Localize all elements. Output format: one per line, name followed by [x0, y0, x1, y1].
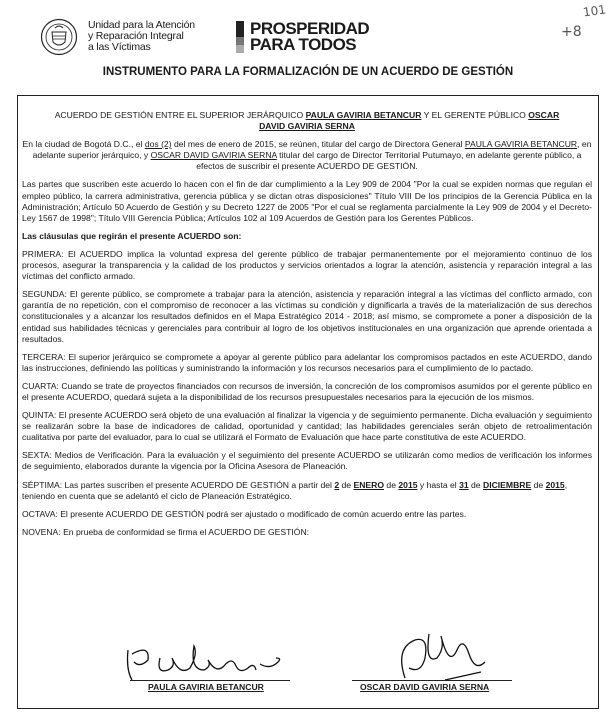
- septima-start-year: 2015: [398, 479, 418, 490]
- agreement-body: [22, 110, 592, 545]
- p1-text-c: , en adelante superior jerárquico, y: [32, 139, 592, 161]
- clause-primera: PRIMERA: El ACUERDO implica la voluntad expresa del gerente público de trabajar permanentemente por el mejoramiento continuo de los procesos, asegurar la transparencia y la calidad de los productos y servicios orientados a lograr la atención, asistencia y reparación integral a las víctimas del conflicto armado.: [22, 248, 592, 282]
- left-signatory-name: PAULA GAVIRIA BETANCUR: [148, 682, 264, 692]
- right-signatory-name: OSCAR DAVID GAVIRIA SERNA: [360, 682, 490, 692]
- septima-text-f: de: [531, 479, 546, 490]
- septima-start-month: ENERO: [353, 479, 385, 490]
- handwritten-page-number: 101: [582, 2, 607, 20]
- clause-tercera: TERCERA: El superior jerárquico se compromete a apoyar al gerente público para adelantar los compromisos pactados en este ACUERDO, dando las instrucciones, definiendo las políticas y suministrando la información y los recursos necesarios para el cumplimiento de lo pactado.: [22, 351, 592, 373]
- clause-novena: NOVENA: En prueba de conformidad se firma el ACUERDO DE GESTIÓN:: [22, 526, 310, 537]
- p1-day: dos (2): [144, 139, 172, 150]
- septima-start-day: 2: [334, 479, 340, 490]
- septima-end-year: 2015: [545, 479, 565, 490]
- intro-gerente-name: OSCAR DAVID GAVIRIA SERNA: [259, 110, 560, 132]
- clause-septima: [22, 480, 592, 502]
- clauses-heading: Las cláusulas que regirán el presente ACUERDO son:: [22, 230, 242, 241]
- left-signature-line: [130, 680, 290, 681]
- intro-paragraph: [22, 110, 592, 132]
- p1-gerente-name: OSCAR DAVID GAVIRIA SERNA: [150, 150, 277, 161]
- document-title: INSTRUMENTO PARA LA FORMALIZACIÓN DE UN ACUERDO DE GESTIÓN: [102, 66, 514, 78]
- clause-cuarta: CUARTA: Cuando se trate de proyectos financiados con recursos de inversión, la concreción de los compromisos asumidos por el gerente público en el presente ACUERDO, quedará sujeta a la disponibilidad de los recursos presupuestales necesarios para la ejecución de los mismos.: [22, 380, 592, 402]
- unidad-line-1: Unidad para la Atención: [88, 19, 195, 31]
- prosperidad-line-1: PROSPERIDAD: [250, 19, 370, 38]
- unidad-line-2: y Reparación Integral: [88, 30, 184, 42]
- right-signature-line: [352, 680, 512, 681]
- septima-text-d: y hasta el: [417, 479, 460, 490]
- p1-text-d: titular del cargo de Director Territorial Putumayo, en adelante gerente público, a efectos de suscribir el presente ACUERDO DE GESTIÓN.: [196, 150, 582, 172]
- septima-text-g: , teniendo en cuenta que se adelantó el ciclo de Planeación Estratégico.: [22, 479, 568, 501]
- prosperidad-line-2: PARA TODOS: [250, 35, 357, 54]
- paragraph-reunion: [22, 139, 592, 172]
- septima-end-month: DICIEMBRE: [482, 479, 532, 490]
- signature-oscar-gaviria: [385, 628, 505, 686]
- septima-text-a: SÉPTIMA: Las partes suscriben el presente ACUERDO DE GESTIÓN a partir del: [22, 479, 335, 490]
- intro-text-2: Y EL GERENTE PÚBLICO: [421, 110, 529, 120]
- septima-text-b: de: [339, 479, 354, 490]
- septima-text-e: de: [468, 479, 483, 490]
- septima-text-c: de: [384, 479, 399, 490]
- clause-octava: OCTAVA: El presente ACUERDO DE GESTIÓN podrá ser ajustado o modificado de común acuerdo entre las partes.: [22, 508, 467, 519]
- unidad-victimas-logo: [88, 20, 195, 53]
- p1-text-a: En la ciudad de Bogotá D.C., el: [22, 139, 145, 150]
- unidad-line-3: a las Víctimas: [88, 41, 151, 53]
- p1-superior-name: PAULA GAVIRIA BETANCUR: [464, 139, 578, 150]
- septima-end-day: 31: [459, 479, 469, 490]
- handwritten-folio: +8: [561, 24, 582, 40]
- colombia-seal-icon: [40, 18, 78, 56]
- clause-quinta: QUINTA: El presente ACUERDO será objeto de una evaluación al finalizar la vigencia y de seguimiento permanente. Dicha evaluación y seguimiento se realizarán sobre la base de indicadores de calidad, oportunidad y cantidad; las habilidades gerenciales serán objeto de retroalimentación cualitativa por parte del evaluador, para lo cual se utilizará el Formato de Evaluación que hace parte constitutiva de este ACUERDO.: [22, 410, 592, 443]
- intro-text: ACUERDO DE GESTIÓN ENTRE EL SUPERIOR JERÁRQUICO: [54, 110, 306, 120]
- intro-superior-name: PAULA GAVIRIA BETANCUR: [305, 110, 422, 120]
- paragraph-legal-basis: Las partes que suscriben este acuerdo lo hacen con el fin de dar cumplimiento a la Ley 909 de 2004 "Por la cual se expiden normas que regulan el empleo público, la carrera administrativa, gerencia pública y se dictan otras disposiciones" Título VIII De los principios de la Gerencia Pública en la Administración; Artículo 50 Acuerdo de Gestión y su Decreto 1227 de 2005 "Por el cual se reglamenta parcialmente la Ley 909 de 2004 y el Decreto-Ley 1567 de 1998"; Título VIII Gerencia Pública; Artículos 102 al 109 Acuerdos de Gestión para los Gerentes Públicos.: [22, 179, 592, 223]
- flag-bar: [236, 21, 244, 53]
- clause-segunda: SEGUNDA: El gerente público, se compromete a trabajar para la atención, asistencia y reparación integral a las víctimas del conflicto armado, con garantía de no repetición, con el compromiso de reconocer a las víctimas su condición y dignificarla a través de la materialización de sus derechos constitucionales y a alcanzar los resultados definidos en el Mapa Estratégico 2014 - 2018; así mismo, se compromete a poner a disposición de la entidad sus habilidades técnicas y gerenciales para contribuir al logro de los objetivos institucionales en una organización que aprende orientada a resultados.: [22, 289, 592, 344]
- signature-paula-gaviria: [120, 640, 290, 684]
- letterhead: [40, 18, 600, 58]
- p1-text-b: del mes de enero de 2015, se reúnen, titular del cargo de Directora General: [171, 139, 465, 150]
- prosperidad-logo: [250, 21, 369, 53]
- clause-sexta: SEXTA: Medios de Verificación. Para la evaluación y el seguimiento del presente ACUERDO se utilizarán como medios de verificación los informes de seguimiento, elaborados durante la vigencia por la Oficina Asesora de Planeación.: [22, 450, 592, 472]
